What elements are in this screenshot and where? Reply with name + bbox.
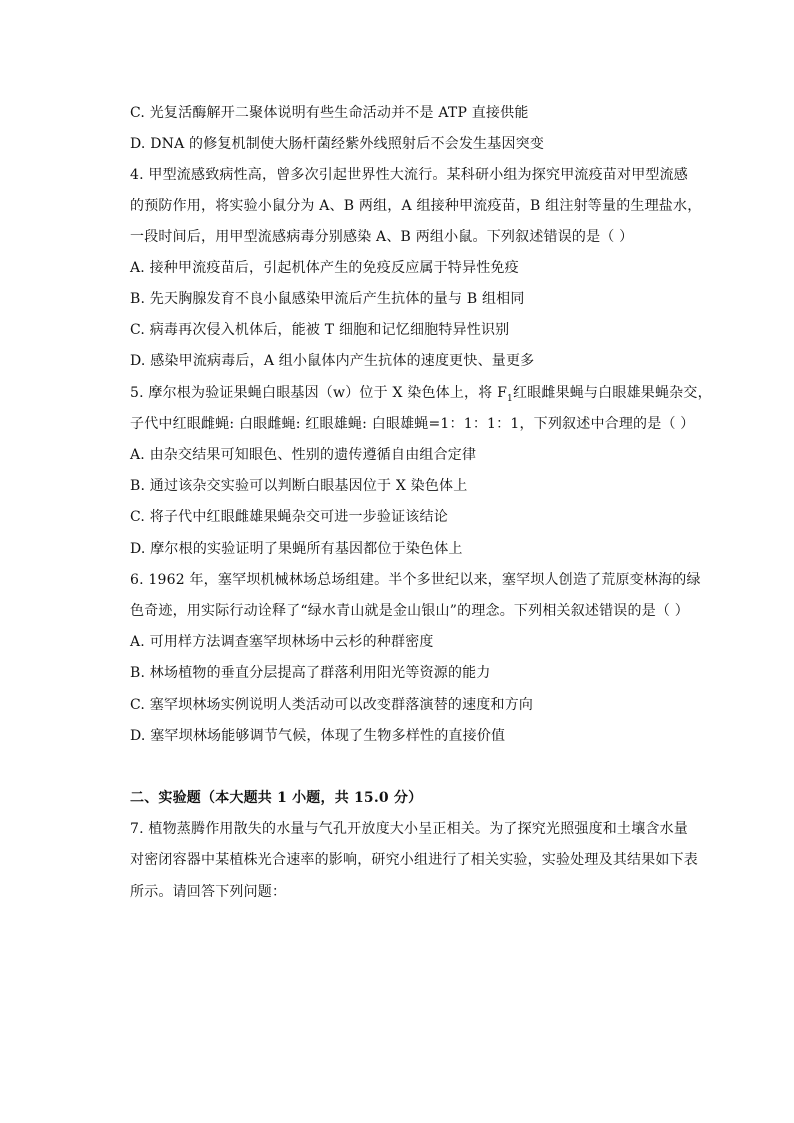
q3-option-c: C. 光复活酶解开二聚体说明有些生命活动并不是 ATP 直接供能 — [130, 105, 529, 121]
q5-line1-prefix: 5. 摩尔根为验证果蝇白眼基因（w）位于 X 染色体上，将 F — [130, 385, 508, 401]
q4-stem-line-3: 一段时间后，用甲型流感病毒分别感染 A、B 两组小鼠。下列叙述错误的是（ ） — [130, 229, 634, 245]
q4-option-b: B. 先天胸腺发育不良小鼠感染甲流后产生抗体的量与 B 组相同 — [130, 291, 525, 307]
q4-option-c: C. 病毒再次侵入机体后，能被 T 细胞和记忆细胞特异性识别 — [130, 322, 510, 338]
q5-stem-line-1 — [130, 383, 730, 403]
section-2-heading: 二、实验题（本大题共 1 小题，共 15.0 分） — [130, 790, 423, 806]
q4-option-a: A. 接种甲流疫苗后，引起机体产生的免疫反应属于特异性免疫 — [130, 260, 519, 276]
q5-option-d: D. 摩尔根的实验证明了果蝇所有基因都位于染色体上 — [130, 541, 463, 557]
q6-option-a: A. 可用样方法调查塞罕坝林场中云杉的种群密度 — [130, 634, 434, 650]
q5-option-a: A. 由杂交结果可知眼色、性别的遗传遵循自由组合定律 — [130, 447, 477, 463]
q7-stem-line-2: 对密闭容器中某植株光合速率的影响，研究小组进行了相关实验，实验处理及其结果如下表 — [130, 852, 698, 868]
q6-option-d: D. 塞罕坝林场能够调节气候，体现了生物多样性的直接价值 — [130, 728, 506, 744]
q6-option-c: C. 塞罕坝林场实例说明人类活动可以改变群落演替的速度和方向 — [130, 697, 534, 713]
q6-stem-line-2: 色奇迹，用实际行动诠释了“绿水青山就是金山银山”的理念。下列相关叙述错误的是（ ） — [130, 603, 689, 619]
q4-stem-line-1: 4. 甲型流感致病性高，曾多次引起世界性大流行。某科研小组为探究甲流疫苗对甲型流感 — [130, 167, 689, 183]
q6-option-b: B. 林场植物的垂直分层提高了群落利用阳光等资源的能力 — [130, 665, 491, 681]
q6-stem-line-1: 6. 1962 年，塞罕坝机械林场总场组建。半个多世纪以来，塞罕坝人创造了荒原变林海的绿 — [130, 572, 701, 588]
q4-stem-line-2: 的预防作用，将实验小鼠分为 A、B 两组，A 组接种甲流疫苗，B 组注射等量的生理盐水， — [130, 198, 702, 214]
q3-option-d: D. DNA 的修复机制使大肠杆菌经紫外线照射后不会发生基因突变 — [130, 136, 545, 152]
q5-option-b: B. 通过该杂交实验可以判断白眼基因位于 X 染色体上 — [130, 478, 468, 494]
q5-line1-suffix: 红眼雌果蝇与白眼雄果蝇杂交， — [512, 385, 712, 401]
q5-f1-subscript: 1 — [507, 393, 513, 404]
q5-stem-line-2: 子代中红眼雌蝇: 白眼雌蝇: 红眼雄蝇: 白眼雄蝇=1：1：1：1，下列叙述中合理的是（ ） — [130, 416, 695, 432]
q7-stem-line-3: 所示。请回答下列问题： — [130, 884, 287, 900]
q7-stem-line-1: 7. 植物蒸腾作用散失的水量与气孔开放度大小呈正相关。为了探究光照强度和土壤含水量 — [130, 821, 689, 837]
q5-option-c: C. 将子代中红眼雌雄果蝇杂交可进一步验证该结论 — [130, 509, 448, 525]
q4-option-d: D. 感染甲流病毒后，A 组小鼠体内产生抗体的速度更快、量更多 — [130, 353, 535, 369]
